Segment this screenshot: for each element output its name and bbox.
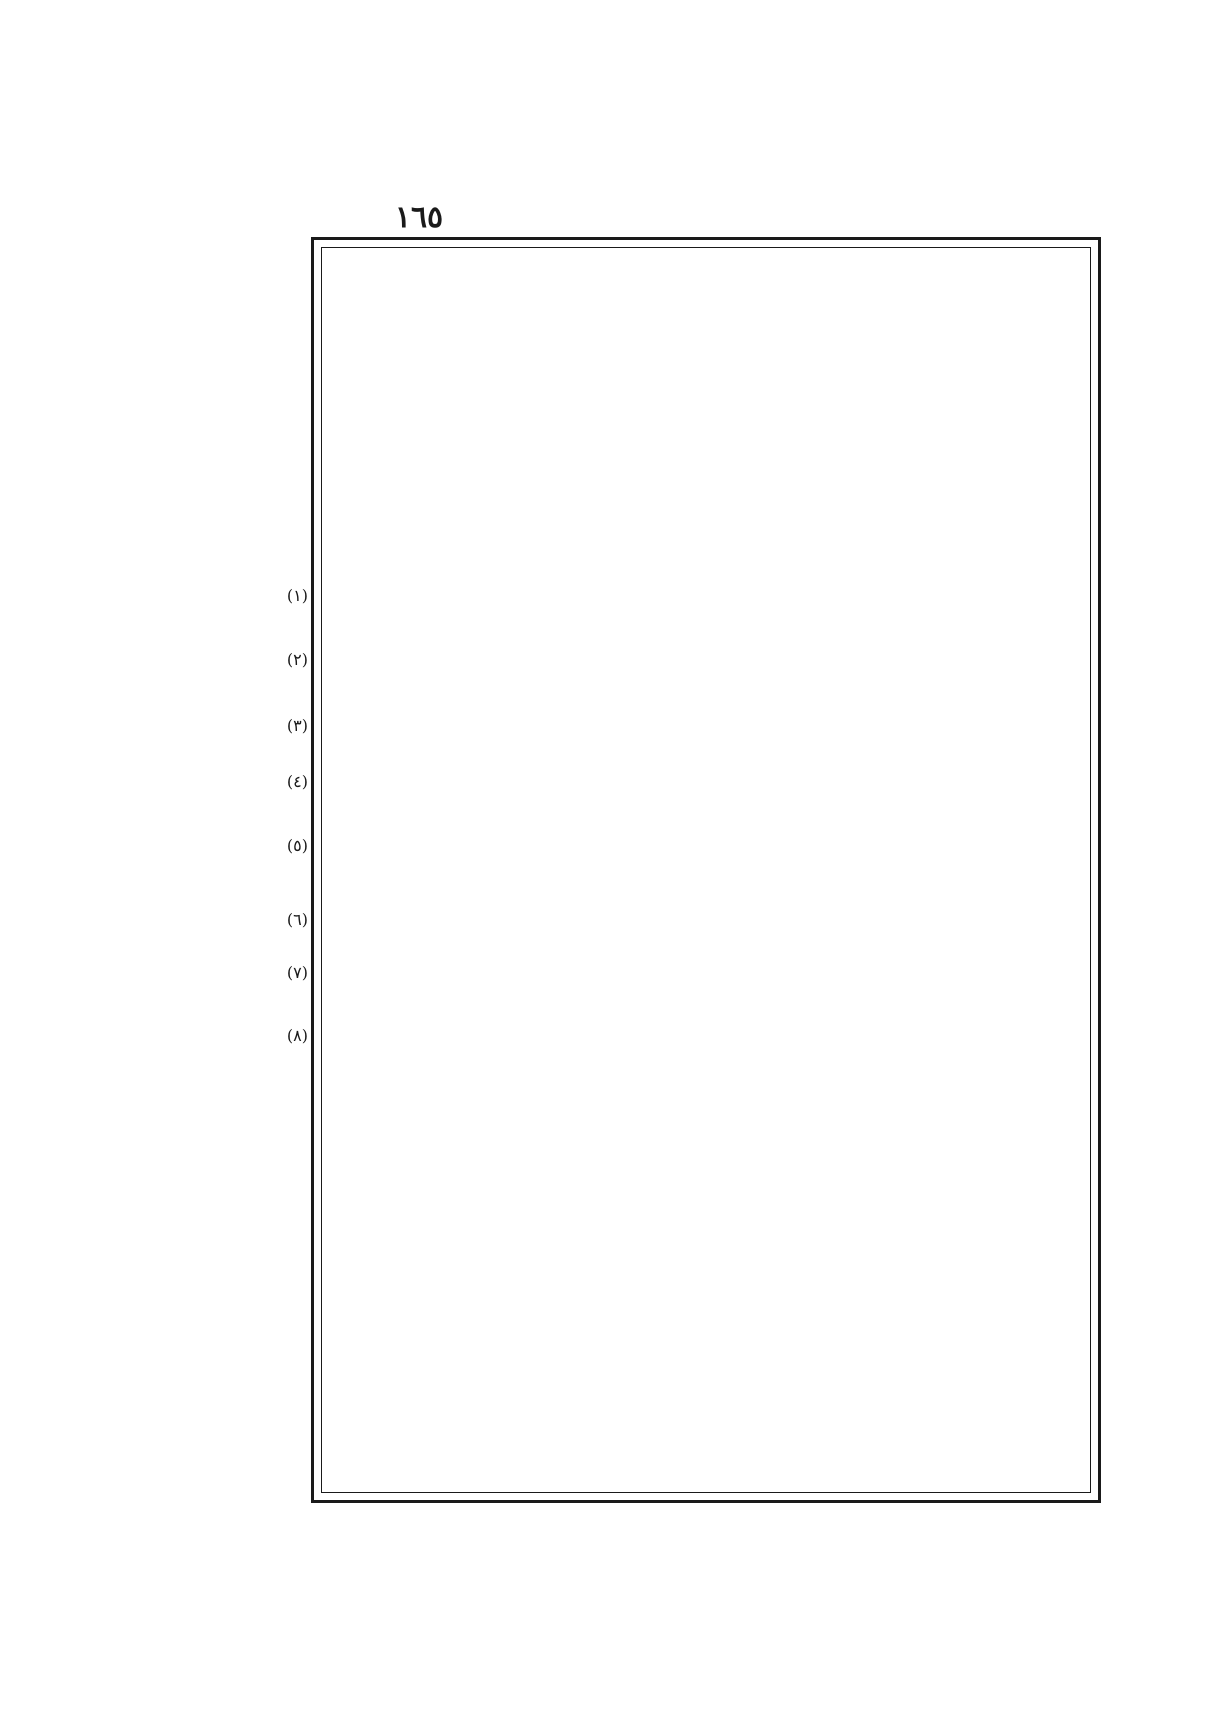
text-line (333, 360, 1078, 410)
text-line (333, 666, 1078, 716)
text-line (333, 462, 1078, 512)
text-line (333, 1125, 1078, 1175)
text-line (333, 1329, 1078, 1379)
margin-note (148, 952, 308, 992)
main-text-block (333, 258, 1078, 1483)
text-line (333, 717, 1078, 767)
page-number: ١٦٥ (394, 200, 444, 235)
note-number: (٧) (286, 962, 308, 982)
text-line (333, 1023, 1078, 1073)
note-number: (٤) (286, 771, 308, 791)
note-number: (٢) (286, 649, 308, 669)
note-number: (٣) (286, 715, 308, 735)
text-line (333, 513, 1078, 563)
text-line (333, 564, 1078, 614)
margin-note (148, 825, 308, 865)
text-line (333, 1074, 1078, 1124)
note-number: (١) (286, 585, 308, 605)
text-line (333, 1431, 1078, 1481)
note-number: (٨) (286, 1025, 308, 1045)
text-line (333, 1380, 1078, 1430)
text-line (333, 411, 1078, 461)
text-line (333, 1227, 1078, 1277)
note-number: (٦) (286, 909, 308, 929)
margin-note (148, 705, 308, 745)
text-line (333, 768, 1078, 818)
margin-note (148, 639, 308, 679)
text-line (333, 1176, 1078, 1226)
text-line (333, 870, 1078, 920)
margin-note (148, 761, 308, 801)
note-number: (٥) (286, 835, 308, 855)
margin-note (148, 899, 308, 939)
margin-note (148, 1015, 308, 1055)
text-line (333, 819, 1078, 869)
text-line (333, 615, 1078, 665)
text-line (333, 921, 1078, 971)
text-line (333, 1278, 1078, 1328)
text-line (333, 972, 1078, 1022)
text-line (333, 258, 1078, 308)
text-line (333, 309, 1078, 359)
margin-note (148, 575, 308, 615)
